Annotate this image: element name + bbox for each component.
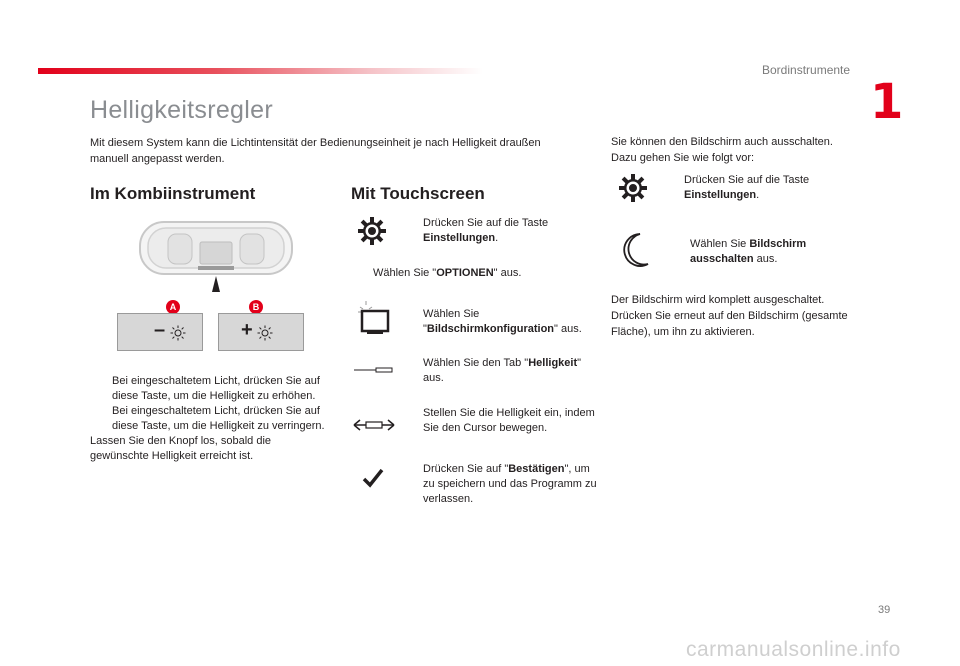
brightness-decrease-button xyxy=(117,313,203,351)
page-number: 39 xyxy=(878,604,891,616)
touch-step-4 xyxy=(401,356,597,386)
step-text: aus. xyxy=(753,253,778,265)
tab-underline-icon xyxy=(354,360,394,376)
brightness-increase-button xyxy=(218,313,304,351)
watermark: carmanualsonline.info xyxy=(686,638,901,661)
chapter-number: 1 xyxy=(870,74,904,130)
page-title: Helligkeitsregler xyxy=(90,96,273,124)
list-text: Bei eingeschaltetem Licht, drücken Sie auf diese Taste, um die Helligkeit zu verringern. xyxy=(112,405,325,432)
section-name: Bordinstrumente xyxy=(762,63,851,77)
badge-b: B xyxy=(249,300,263,314)
badge-a: A xyxy=(166,300,180,314)
step-keyword: Einstellungen xyxy=(423,232,496,244)
step-text: Stellen Sie die Helligkeit ein, indem Sie den Cursor bewegen. xyxy=(423,407,595,434)
screen-off-step-2 xyxy=(668,237,838,267)
step-text: Drücken Sie auf " xyxy=(423,463,509,475)
instrument-cluster-illustration xyxy=(138,220,294,292)
minus-sign: – xyxy=(154,319,166,341)
slider-cursor-icon xyxy=(352,417,396,433)
touch-step-3 xyxy=(401,307,601,337)
screen-off-closing: Der Bildschirm wird komplett ausgeschaltet. Drücken Sie erneut auf den Bildschirm (gesamte Fläche), um ihn zu aktivieren. xyxy=(611,294,848,338)
step-keyword: OPTIONEN xyxy=(436,267,494,279)
step-text: Wählen Sie den Tab " xyxy=(423,357,529,369)
step-text: Wählen Sie xyxy=(690,238,750,250)
sun-icon xyxy=(170,325,186,341)
touch-step-2 xyxy=(351,266,591,281)
step-text: " aus. xyxy=(423,357,582,384)
sun-icon xyxy=(257,325,273,341)
settings-gear-icon xyxy=(618,173,648,203)
heading-touchscreen: Mit Touchscreen xyxy=(351,184,485,203)
touch-step-6 xyxy=(401,462,597,507)
closing-text: Lassen Sie den Knopf los, sobald die gewünschte Helligkeit erreicht ist. xyxy=(90,435,272,462)
step-keyword: Helligkeit xyxy=(528,357,578,369)
step-text: . xyxy=(495,232,499,244)
step-keyword: Bildschirm ausschalten xyxy=(690,238,807,265)
list-item xyxy=(90,374,330,404)
checkmark-icon xyxy=(362,468,384,488)
list-item xyxy=(90,404,330,434)
touch-step-1 xyxy=(401,216,581,246)
step-keyword: Bestätigen xyxy=(508,463,565,475)
step-text: Drücken Sie auf die Taste xyxy=(423,217,549,229)
plus-sign: + xyxy=(241,319,253,341)
step-text: Wählen Sie " xyxy=(373,267,437,279)
step-text: ", um zu speichern und das Programm zu verlassen. xyxy=(423,463,597,505)
step-text: . xyxy=(756,189,760,201)
step-text: " aus. xyxy=(554,323,582,335)
touch-step-5 xyxy=(401,406,597,436)
settings-gear-icon xyxy=(357,216,387,246)
heading-kombiinstrument: Im Kombiinstrument xyxy=(90,184,256,203)
intro-text: Mit diesem System kann die Lichtintensität der Bedienungseinheit je nach Helligkeit draußen manuell angepasst werden. xyxy=(90,137,541,165)
header-accent-bar xyxy=(38,68,483,74)
step-text: Drücken Sie auf die Taste xyxy=(684,174,810,186)
step-keyword: Bildschirmkonfiguration xyxy=(426,323,555,335)
kombi-instructions xyxy=(90,374,330,464)
screen-off-intro: Sie können den Bildschirm auch ausschalten. Dazu gehen Sie wie folgt vor: xyxy=(611,136,833,164)
step-text: Wählen Sie " xyxy=(423,308,480,335)
screen-brightness-icon xyxy=(354,300,392,336)
step-text: " aus. xyxy=(493,267,522,279)
list-text: Bei eingeschaltetem Licht, drücken Sie auf diese Taste, um die Helligkeit zu erhöhen. xyxy=(112,375,320,402)
step-keyword: Einstellungen xyxy=(684,189,757,201)
screen-off-step-1 xyxy=(662,173,842,203)
moon-icon xyxy=(618,232,650,268)
